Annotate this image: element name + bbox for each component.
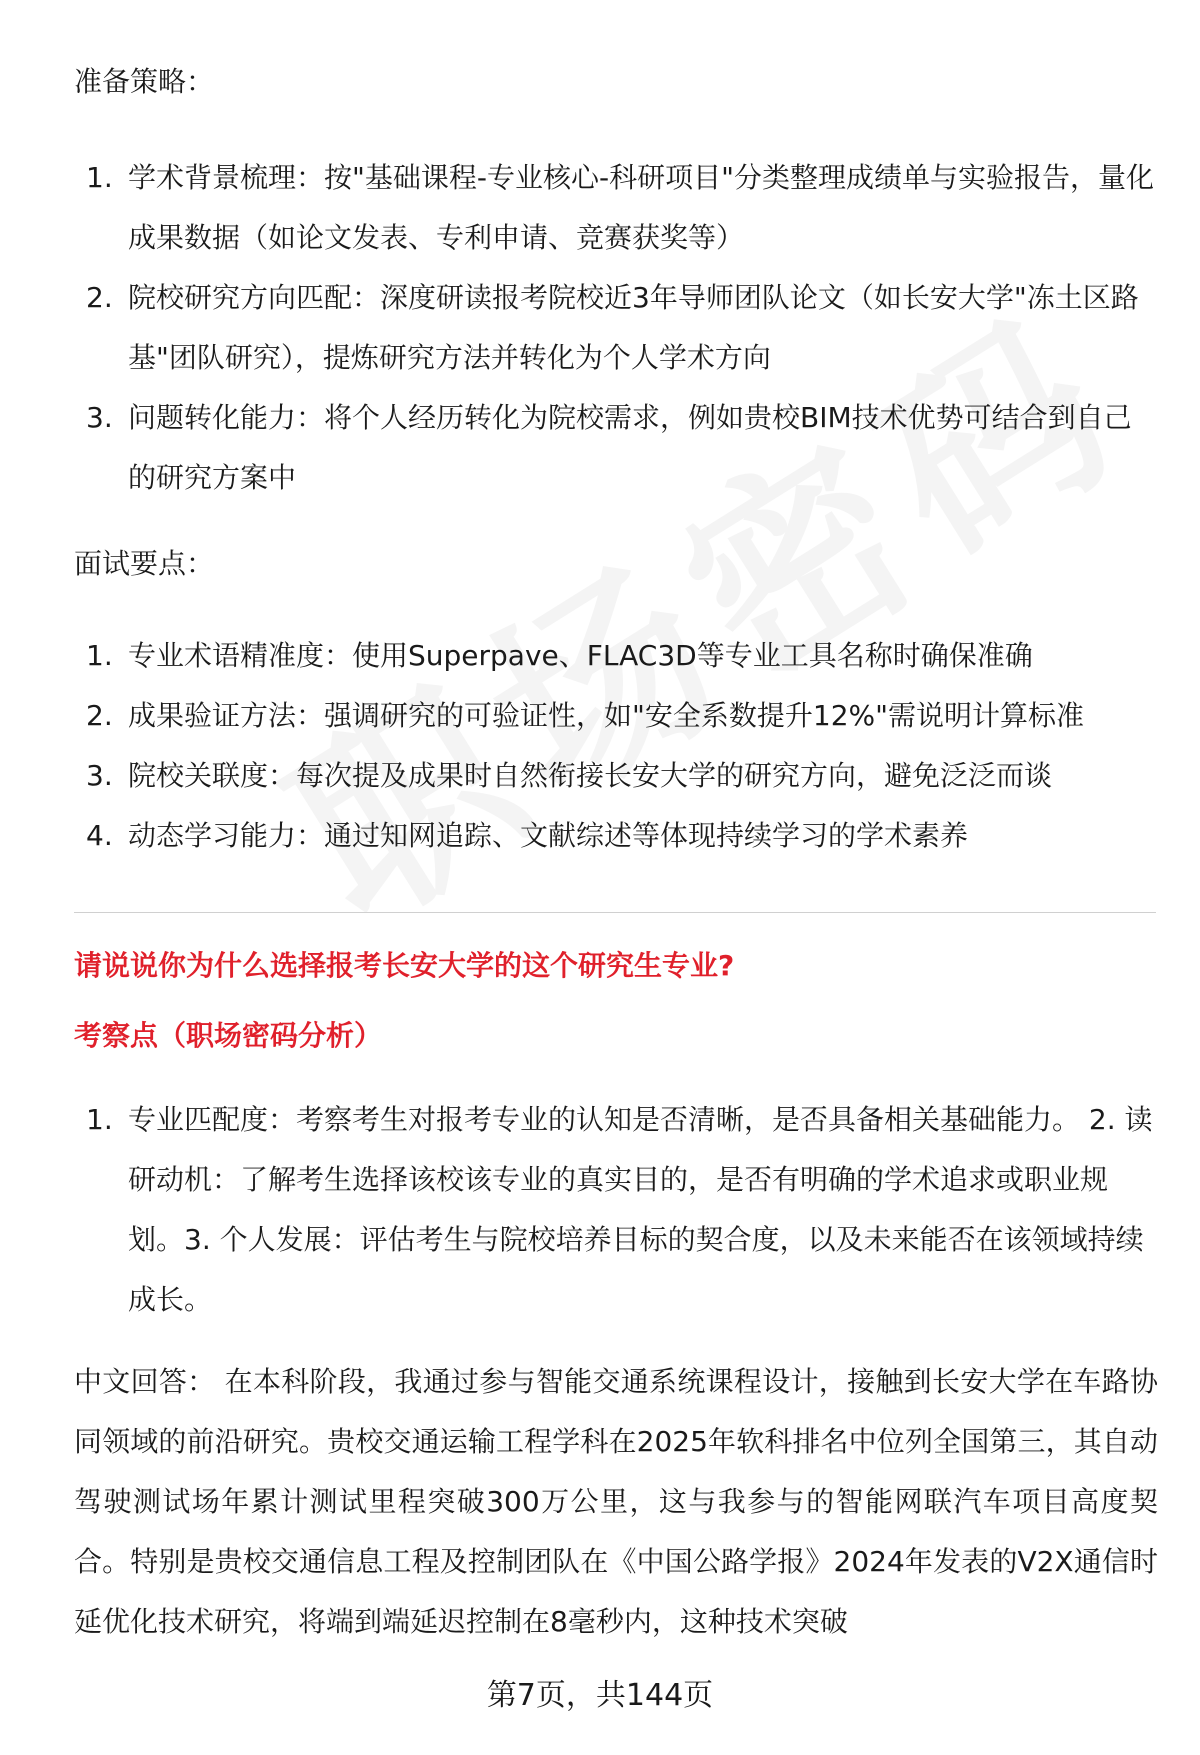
list-item [74,388,1154,508]
list-item-number: 1. [86,1103,113,1136]
list-item-number: 4. [86,819,113,852]
list-item-text: 院校研究方向匹配：深度研读报考院校近3年导师团队论文（如长安大学"冻土区路基"团队研究），提炼研究方法并转化为个人学术方向 [128,281,1139,374]
list-item [74,686,1154,746]
list-item [74,746,1154,806]
page-number: 第7页，共144页 [486,1678,714,1713]
assessment-point-text: 专业匹配度：考察考生对报考专业的认知是否清晰，是否具备相关基础能力。 2. 读研动机：了解考生选择该校该专业的真实目的，是否有明确的学术追求或职业规划。3. 个人发展：评估考生与院校培养目标的契合度，以及未来能否在该领域持续成长。 [128,1103,1153,1316]
list-item-text: 院校关联度：每次提及成果时自然衔接长安大学的研究方向，避免泛泛而谈 [128,759,1053,792]
list-item [74,148,1154,268]
list-item-number: 2. [86,281,113,314]
list-item [74,268,1154,388]
list-item-text: 专业术语精准度：使用Superpave、FLAC3D等专业工具名称时确保准确 [128,639,1033,672]
list-item-text: 成果验证方法：强调研究的可验证性，如"安全系数提升12%"需说明计算标准 [128,699,1084,732]
prep-heading: 准备策略： [74,65,215,98]
assessment-point [86,1090,1158,1330]
list-item-number: 2. [86,699,113,732]
list-item-text: 动态学习能力：通过知网追踪、文献综述等体现持续学习的学术素养 [128,819,969,852]
list-item-number: 1. [86,639,113,672]
interview-list [74,626,1154,866]
list-item-number: 3. [86,759,113,792]
question-title: 请说说你为什么选择报考长安大学的这个研究生专业? [74,949,735,982]
prep-list [74,148,1154,508]
section-divider [74,912,1156,913]
list-item-text: 学术背景梳理：按"基础课程-专业核心-科研项目"分类整理成绩单与实验报告，量化成果数据（如论文发表、专利申请、竞赛获奖等） [128,161,1154,254]
answer-paragraph: 中文回答： 在本科阶段，我通过参与智能交通系统课程设计，接触到长安大学在车路协同领域的前沿研究。贵校交通运输工程学科在2025年软科排名中位列全国第三，其自动驾驶测试场年累计测试里程突破300万公里，这与我参与的智能网联汽车项目高度契合。特别是贵校交通信息工程及控制团队在《中国公路学报》2024年发表的V2X通信时延优化技术研究，将端到端延迟控制在8毫秒内，这种技术突破 [74,1365,1158,1638]
interview-heading: 面试要点： [74,547,215,580]
list-item [74,806,1154,866]
list-item [74,626,1154,686]
list-item-number: 1. [86,161,113,194]
question-subtitle: 考察点（职场密码分析） [74,1019,383,1052]
list-item-text: 问题转化能力：将个人经历转化为院校需求，例如贵校BIM技术优势可结合到自己的研究方案中 [128,401,1132,494]
list-item-number: 3. [86,401,113,434]
